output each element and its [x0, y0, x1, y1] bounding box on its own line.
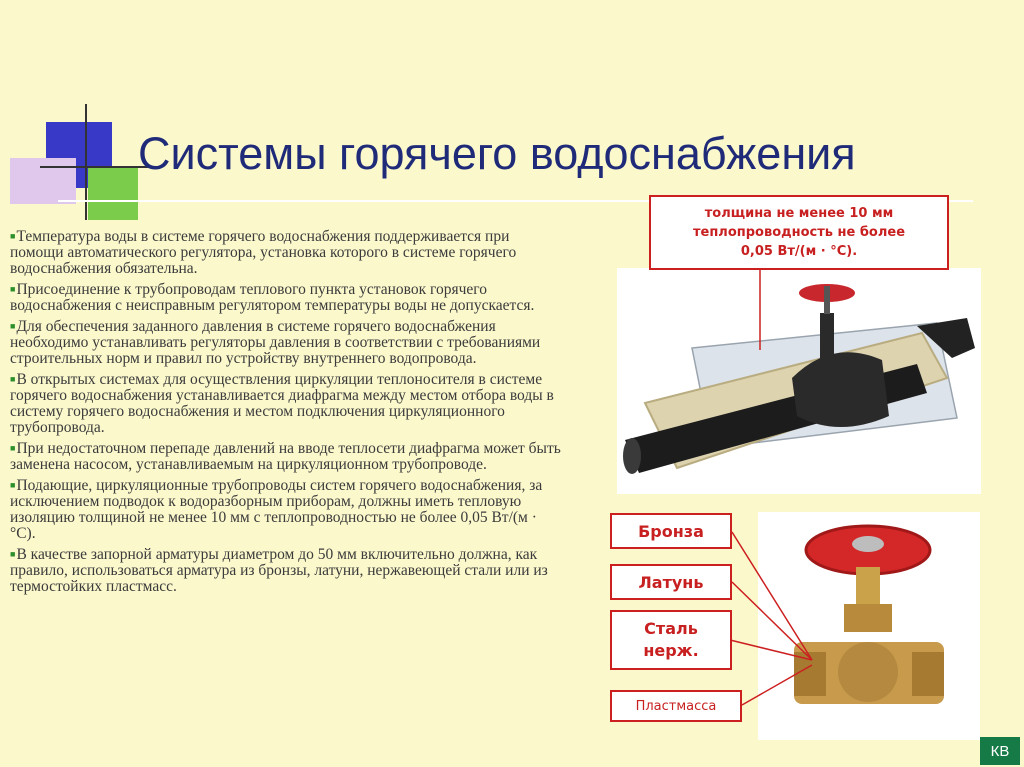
corner-badge: КВ — [980, 737, 1020, 765]
bullet-marker-icon: ■ — [10, 443, 16, 453]
insulation-callout-line3: 0,05 Вт/(м · °С). — [740, 244, 858, 259]
bullet-item: ■В качестве запорной арматуры диаметром до 50 мм включительно должна, как правило, использоваться арматура из бронзы, латуни, нержавеющей стали или из термостойких пластмасс. — [10, 546, 548, 595]
bullet-item: ■Подающие, циркуляционные трубопроводы систем горячего водоснабжения, за исключением подводок к водоразборным приборам, должны иметь тепловую изоляцию толщиной не менее 10 мм с теплопроводностью не более 0,05 Вт/(м · °С). — [10, 477, 543, 542]
insulation-callout — [649, 195, 949, 270]
bullet-item: ■Для обеспечения заданного давления в системе горячего водоснабжения необходимо устанавливать регуляторы давления в соответствии с требованиями строительных норм и правил по устройству внутреннего водопровода. — [10, 318, 541, 367]
bullet-marker-icon: ■ — [10, 231, 16, 241]
label-stainless-steel: Сталь нерж. — [610, 610, 732, 670]
bullet-marker-icon: ■ — [10, 480, 16, 490]
page-title: Системы горячего водоснабжения — [138, 128, 856, 179]
insulation-callout-line2: теплопроводность не более — [692, 225, 906, 240]
label-brass: Латунь — [610, 564, 732, 600]
bullet-item: ■Температура воды в системе горячего водоснабжения поддерживается при помощи автоматического регулятора, установка которого в системе горячего водоснабжения обязательна. — [10, 228, 517, 277]
bullet-marker-icon: ■ — [10, 284, 16, 294]
bullet-item: ■Присоединение к трубопроводам теплового пункта установок горячего водоснабжения с неисправным регулятором температуры воды не допускается. — [10, 281, 535, 314]
label-bronze: Бронза — [610, 513, 732, 549]
bullet-item: ■При недостаточном перепаде давлений на вводе теплосети диафрагма может быть заменена насосом, устанавливаемым на циркуляционном трубопроводе. — [10, 440, 561, 473]
label-plastic: Пластмасса — [610, 690, 742, 722]
insulation-callout-line1: толщина не менее 10 мм — [704, 206, 894, 221]
bullet-item: ■В открытых системах для осуществления циркуляции теплоносителя в системе горячего водоснабжения устанавливается диафрагма между местом отбора воды в систему горячего водоснабжения и местом подключения циркуляционного трубопровода. — [10, 371, 554, 436]
bullet-marker-icon: ■ — [10, 321, 16, 331]
bullet-marker-icon: ■ — [10, 374, 16, 384]
bullet-marker-icon: ■ — [10, 549, 16, 559]
